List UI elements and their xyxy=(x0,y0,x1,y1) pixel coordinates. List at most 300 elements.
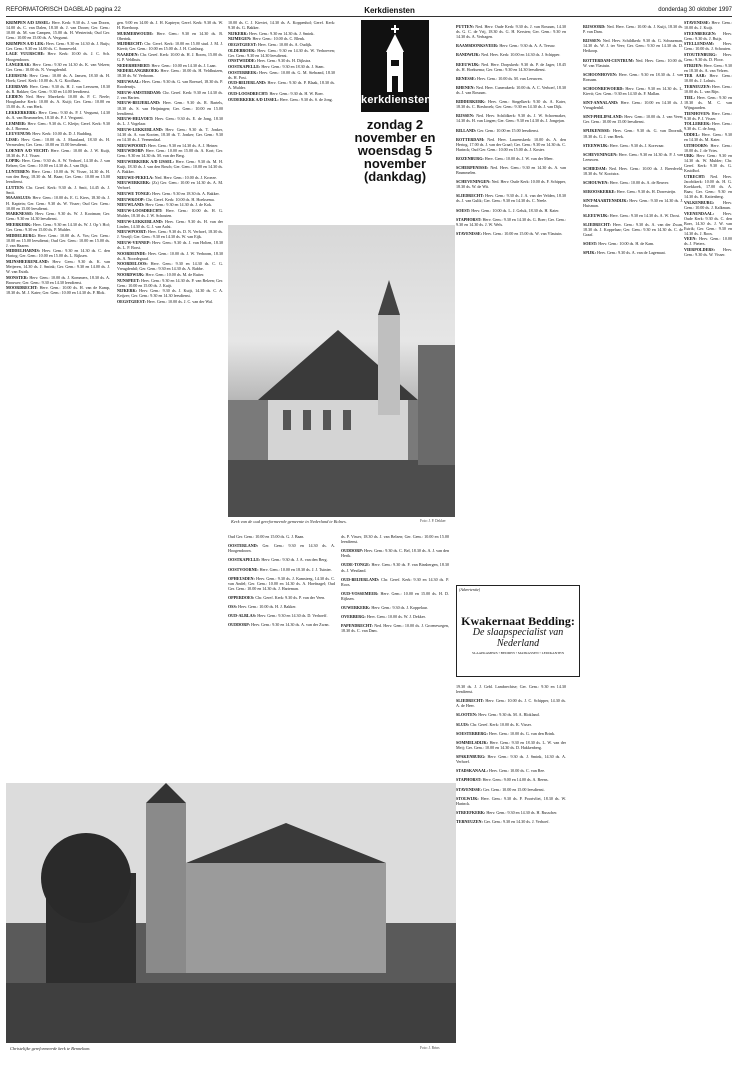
service-details: Ned. Herv. Gem.: 10.00 ds. J. Breedveld, 18.30 ds. W. Kooistra. xyxy=(583,165,683,177)
service-details: ds. P. Visser, 18.30 ds. J. van Belzen; Ger. Gem.: 10.00 en 15.00 leesdienst. xyxy=(341,534,449,545)
place-name: NUNSPEET: xyxy=(117,277,140,283)
service-details: Herv. Gem.: 10.00 ds. J. W. Verboom, 18.30 ds. A. Noordegraaf. xyxy=(117,250,223,261)
listing-entry xyxy=(684,174,732,199)
place-name: ONSTWEDDE: xyxy=(228,58,256,64)
service-details: Ned. Herv. Kerk: 10.00 en 14.30 ds. J. Schipper. xyxy=(480,52,561,58)
listing-entry xyxy=(228,604,335,609)
place-name: LANGERAK: xyxy=(6,62,32,68)
listing-entry xyxy=(583,180,683,185)
service-details: Herv. Gem.: 9.30 en 18.30 ds. M. C. van Wijngaarden. xyxy=(684,94,732,110)
service-details: Herv. Gem.: 10.00 ds. H. de Kam. xyxy=(597,241,655,246)
place-name: STOLWIJK: xyxy=(456,795,479,801)
listing-entry xyxy=(583,213,683,218)
listing-entry xyxy=(684,200,732,210)
place-name: OUDDORP: xyxy=(228,622,251,628)
service-details: Ned. Herv. Gem.: 9.30 en 14.30 ds. A. van Brummelen. xyxy=(456,165,566,176)
place-name: TER AAR: xyxy=(684,73,706,79)
place-name: OOSTKAPELLE: xyxy=(228,63,261,69)
service-details: Herv. Gem.: Singelkerk: 9.30 ds. A. Kater, 18.30 ds. C. Biesbroek; Ger. Gem.: 9.30 en 14.30 ds. J. van Dijk. xyxy=(456,99,566,110)
listing-entry xyxy=(583,72,683,82)
service-details: Herv. Gem.: 9.30 en 14.30 ds. W. Mulder; Chr. Geref. Kerk: 9.30 ds. G. Kruidhof. xyxy=(684,153,732,174)
place-name: OUD-ALBLAS: xyxy=(228,613,257,619)
place-name: SPIJK: xyxy=(583,250,596,256)
column-5-bottom xyxy=(456,680,566,1060)
service-details: Herv. Gem.: 10.00 ds. J. C. van der Wal. xyxy=(145,299,213,305)
service-details: Herv. Gem.: 9.30 ds. C. Kleijn; Geref. Kerk: 9.30 ds. J. Boerma. xyxy=(6,120,110,131)
service-details: Herv. Kerk: 10.00 ds. J. C. Sch. Hoogendoorn. xyxy=(6,51,110,62)
service-details: Ned. Herv. Gem.: 10.00 ds. J. Kroeze. xyxy=(153,174,218,180)
place-name: SINT-ANNALAND: xyxy=(583,100,619,106)
service-details: Herv. Gem.: 10.00 ds. J. de Vries. xyxy=(684,142,732,153)
church-building-graphic xyxy=(228,225,455,517)
place-name: STAPHORST: xyxy=(456,777,482,783)
place-name: MARKNESSE: xyxy=(6,211,34,217)
place-name: LEERSUM: xyxy=(6,72,28,78)
service-details: Ned. Herv. Oude Kerk: 9.30 ds. J. van Rossum, 14.30 ds. G. C. de Vrij, 18.30 ds. G. H. Kersten; Ger. Gem.: 9.30 en 14.30 ds. A. Verhagen. xyxy=(456,24,566,40)
service-details: Herv. Gem.: 10.00 ds. L. van Rijn. xyxy=(684,84,732,95)
service-details: Herv. Gem.: 10.00 en 14.30 ds. J. Vreugdenhil. xyxy=(583,100,683,111)
listing-entry xyxy=(684,63,732,73)
place-name: OOSTVOORNE: xyxy=(228,566,259,572)
place-name: RENESSE: xyxy=(456,75,477,81)
service-details: Herv. Gem.: 10.00 ds. A. Jansen, 18.30 ds. H. Hoek; Geref. Kerk: 10.00 ds. A. G. Koolhaas. xyxy=(6,72,110,83)
listing-entry xyxy=(583,198,683,208)
service-details: Herv. Gem.: 10.00 ds. G. van den Brink. xyxy=(487,730,556,736)
listing-entry xyxy=(583,86,683,96)
service-details: Chr. Geref. Kerk: 10.00 ds. H. Hoeksema. xyxy=(144,196,215,202)
listing-entry xyxy=(684,247,732,257)
photo2-credit: Foto: J. Brins xyxy=(420,1046,440,1050)
listing-entry xyxy=(228,557,335,562)
place-name: OUDDORP: xyxy=(341,548,364,554)
service-details: Herv. Gem.: 9.30 en 18.30 ds. A. van Velzen. xyxy=(684,62,732,73)
place-name: NIEUWE-PEKELA: xyxy=(117,174,154,180)
column-3-bottom xyxy=(228,530,335,780)
place-name: VEEN: xyxy=(684,236,697,242)
service-details: Herv. Gem.: 9.30 en 18.30 ds. L. W. van der Meij; Ger. Gem.: 10.00 en 14.30 ds. D. Hakkenberg. xyxy=(456,739,566,750)
listing-entry xyxy=(117,240,223,250)
service-details: (Zs) Ger. Gem.: 10.00 en 14.30 ds. A. M. Verhoef. xyxy=(117,180,223,191)
place-name: SLUIS: xyxy=(456,721,470,727)
listing-entry xyxy=(456,684,566,694)
listing-entry xyxy=(341,548,449,558)
listing-entry xyxy=(583,166,683,176)
listing-entry xyxy=(117,159,223,174)
listing-entry xyxy=(583,58,683,68)
listing-entry xyxy=(228,613,335,618)
place-name: VIERPOLDERS: xyxy=(684,247,715,253)
listing-entry xyxy=(341,623,449,633)
service-details: Herv. Gem.: 10.00 ds. J. van Veen; Ger. Gem.: 10.00 en 15.00 leesdienst. xyxy=(583,114,683,125)
service-details: Herv. Gem.: 9.30 en 18.30 ds. J. Stam. xyxy=(260,63,325,69)
listing-entry xyxy=(456,99,566,109)
listing-entry xyxy=(684,132,732,142)
listing-entry xyxy=(6,222,110,232)
listing-entry xyxy=(117,202,223,207)
listing-entry xyxy=(456,217,566,227)
place-name: NIEUW-LOOSDRECHT: xyxy=(117,207,163,213)
service-details: Herv. Gem.: 10.00 ds. A. Vos; Ger. Gem.: 10.00 en 15.00 leesdienst; Oud Ger. Gem.: 10.00 en 15.00 ds. J. van Haaren. xyxy=(6,232,110,248)
place-name: OOSTKAPELLE: xyxy=(228,557,261,563)
listing-entry xyxy=(117,208,223,218)
place-name: LUTTEN: xyxy=(6,184,25,190)
service-details: Herv. Kerk: 10.00 ds. D. J. Budding. xyxy=(31,131,93,137)
service-details: Herv. Gem.: 10.00 ds. C. Blenk. xyxy=(251,36,306,42)
service-details: Herv. Gem.: 9.30 ds. J. Smink, 14.30 ds. A. Verhoef. xyxy=(456,754,566,765)
listing-entry xyxy=(228,622,335,627)
place-name: TIEL: xyxy=(684,94,696,100)
listing-entry xyxy=(6,110,110,120)
service-details: Herv. Gem.: 9.30 ds. J. van Holten, 18.30 ds. L. P. Borst. xyxy=(117,239,223,251)
place-name: MOORDRECHT: xyxy=(6,285,38,291)
listing-entry xyxy=(117,261,223,271)
service-details: Herv. Gem.: 10.00 ds. E. G. Kiers, 18.30 ds. J. H. Kaptein; Ger. Gem.: 9.30 ds. W. Visser; Oud Ger. Gem.: 10.00 en 15.00 leesdienst. xyxy=(6,195,110,211)
listing-entry xyxy=(341,534,449,544)
place-name: KRIMPEN A/D LEK: xyxy=(6,40,45,46)
listing-entry xyxy=(684,236,732,246)
service-details: Herv. Gem.: 9.30 ds. D. Floor. xyxy=(684,52,732,63)
listing-entry xyxy=(456,787,566,792)
service-details: Herv. Gem.: 9.30 en 14.30 ds. W. J. Op 't Hof; Ger. Gem.: 9.30 en 15.00 ds. P. Mulder. xyxy=(6,221,110,232)
listing-entry xyxy=(456,179,566,189)
service-details: Herv. Gem.: 9.30 ds. R. Bartels, 18.30 ds. S. van Heijningen; Ger. Gem.: 10.00 en 15.00 leesdienst. xyxy=(117,100,223,116)
listing-entry xyxy=(456,754,566,764)
place-name: OVERBERG: xyxy=(341,614,366,620)
service-details: Herv. Gem.: 9.30 en 14.30 ds. D. Verhoeff. xyxy=(256,613,328,619)
listing-entry xyxy=(6,259,110,274)
place-name: OUD-LOOSDRECHT: xyxy=(228,90,269,96)
listing-entry xyxy=(456,24,566,39)
listing-entry xyxy=(6,94,110,109)
listing-entry xyxy=(6,248,110,258)
column-6 xyxy=(583,20,683,1060)
paper-page-label: REFORMATORISCH DAGBLAD pagina 22 xyxy=(6,7,121,13)
service-details: Herv. Gem.: 9.30 en 14.30 ds. K. van Velzen; Ger. Gem.: 10.00 ds. N. Vreugdenhil. xyxy=(6,62,110,73)
listing-entry xyxy=(228,534,335,539)
place-name: NIEUWDORP: xyxy=(117,148,145,154)
service-details: Herv. Gem.: 9.30 ds. G. van Doornik, 18.30 ds. G. J. van Beek. xyxy=(583,128,683,139)
place-name: MEERKERK: xyxy=(6,221,32,227)
service-details: Herv. Gem.: 9.30 ds. J. Korevaar. xyxy=(608,142,665,148)
place-name: KRIMPEN A/D IJSSEL: xyxy=(6,20,51,25)
listing-entry xyxy=(456,777,566,782)
listing-entry xyxy=(6,51,110,61)
listing-entry xyxy=(684,143,732,153)
service-details: Ger. Gem.: 10.00 en 15.00 leesdienst. xyxy=(482,786,545,792)
place-name: NOORDWIJK: xyxy=(117,272,145,278)
service-details: Herv. Gem.: 9.30 en 14.30 ds. M. Kater. xyxy=(684,131,732,142)
service-details: Herv. Gem.: 9.30 en 14.30 ds. A. W. Drost. xyxy=(608,212,681,218)
listing-entry xyxy=(684,153,732,173)
place-name: OLDEBROEK: xyxy=(228,47,256,53)
service-details: Herv. Gem.: 9.30 ds. D. N. Verhoef, 18.30 ds. J. Verzijl; Ger. Gem.: 9.30 en 14.30 ds. W. van Eijk. xyxy=(117,229,223,240)
listing-entry xyxy=(117,191,223,196)
service-details: Herv. Gem.: 10.00 en 18.30 ds. J. J. Tuinier. xyxy=(258,566,332,572)
service-details: Herv. Gem.: 9.30 ds. P. Blaak, 18.30 ds. A. Mulder. xyxy=(228,80,335,91)
service-details: Herv. Gem.: 9.30 en 18.30 ds. J. van Rossum. xyxy=(583,71,683,82)
service-details: Herv. Gem.: 10.00 ds. J. Kalkman. xyxy=(684,199,732,210)
service-details: Herv. Gem.: 10.00 ds. J. Maasland, 18.30 ds. H. Vermeulen; Ger. Gem.: 10.00 en 15.00 leesdienst. xyxy=(6,136,110,148)
listing-entry xyxy=(6,275,110,285)
listing-entry xyxy=(117,148,223,158)
place-name: SPIJKENISSE: xyxy=(583,128,611,134)
listing-entry xyxy=(684,31,732,41)
listing-entry xyxy=(228,80,335,90)
place-name: OUD-BEIJERLAND: xyxy=(341,576,380,582)
place-name: ROTTERDAM: xyxy=(456,136,485,142)
place-name: NIJMEGEN: xyxy=(228,36,252,42)
listing-entry xyxy=(583,38,683,53)
service-details: Herv. Gem.: 9.30 en 14.30 ds. G. Boer; Ger. Gem.: 9.30 en 14.30 ds. J. W. Wels. xyxy=(456,216,566,227)
listing-entry xyxy=(456,819,566,824)
listing-entry xyxy=(583,100,683,110)
place-name: SCHIEDAM: xyxy=(583,165,607,171)
advertisement xyxy=(456,585,580,677)
service-details: Herv. Gem.: 10.00 ds. J. Schouten. xyxy=(684,41,732,52)
place-name: UDDEL: xyxy=(684,131,700,137)
service-details: Chr. Geref. Kerk: 10.00 en 15.00 stud. J. M. J. Kievit; Ger. Gem.: 10.00 en 15.00 ds. J. H. Catsburg. xyxy=(117,41,223,52)
service-details: Herv. Gem.: 10.00 ds. H. Veldhuizen, 18.30 ds. W. Verboom. xyxy=(117,68,223,79)
service-details: Herv. Gem.: 9.30 en 14.30 ds. H. Russcher. xyxy=(485,809,558,815)
listing-entry xyxy=(117,31,223,41)
listing-entry xyxy=(117,63,223,68)
place-name: RIJSOORD: xyxy=(583,24,606,30)
listing-entry xyxy=(583,222,683,237)
listing-entry xyxy=(456,62,566,72)
listing-entry xyxy=(341,591,449,601)
listing-entry xyxy=(456,810,566,815)
service-details: Herv. Gem.: 9.30 en 14.30 ds. J. Huisman. xyxy=(583,198,683,209)
listing-entry xyxy=(6,185,110,195)
service-details: Ned. Herv. Marekerk: 10.00 ds. P. C. Neele; Hooglandse Kerk: 10.00 ds. A. Kuijt; Ger. Gem.: 10.00 en 15.00 ds. A. van Herk. xyxy=(6,94,110,110)
service-details: Herv. Gem.: 9.30 ds. H. W. Boer. xyxy=(268,90,324,96)
photo1-caption: Kerk van de oud gereformeerde gemeente in Nederland te Bolnes. xyxy=(231,519,347,524)
place-name: OUD-VOSSEMEER: xyxy=(341,590,379,596)
service-details: Herv. Gem.: 10.00 ds. W. Visser, 14.30 ds. H. van den Berg, 18.30 ds. M. Baan; Ger. Gem.: 10.00 en 15.00 leesdienst. xyxy=(6,169,110,185)
listing-entry xyxy=(228,576,335,591)
listing-entry xyxy=(6,41,110,51)
service-details: Herv. Gem.: 9.30 ds. K. van Meijeren, 14.30 ds. J. Smink; Ger. Gem.: 9.30 en 14.00 ds. J. W. van Estrik. xyxy=(6,258,110,275)
listing-entry xyxy=(228,20,335,30)
banner-heading: kerkdiensten xyxy=(361,94,432,106)
photo2-caption: Christelijke gereformeerde kerk te Bennekom. xyxy=(10,1046,91,1051)
listing-entry xyxy=(684,121,732,131)
place-name: MURMERWOUDE: xyxy=(117,30,154,36)
service-details: 10.00 ds. C. J. Kieviet, 14.30 ds. A. Koppenhol; Geref. Kerk: 9.30 ds. G. Bakker. xyxy=(228,20,335,31)
listing-entry xyxy=(228,48,335,58)
place-name: MONSTER: xyxy=(6,274,29,280)
service-details: Herv. Gem.: 9.30 en 14.30 ds. C. G. Vreugdenhil; Ger. Gem.: 9.30 en 14.30 ds. A. Rabbe. xyxy=(117,261,223,272)
service-details: Herv. Gem.: 9.30 en 14.30 ds. A. J. Heiner. xyxy=(146,142,219,148)
place-name: OUWERKERK: xyxy=(341,605,371,611)
listing-entry xyxy=(583,128,683,138)
banner-subheading: zondag 2 november en woensdag 5 november (dankdag) xyxy=(354,117,436,184)
service-details: Ned. Herv. Laurenskerk: 10.00 ds. A. den Hertog, 17.00 ds. J. van der Graaf; Ger. Gem.: 9.30 en 14.30 ds. C. Harinck; Oud Ger. Gem.: 10.00 en 15.00 ds. J. Koster. xyxy=(456,136,566,152)
service-details: Ned. Herv. Gem.: 10.00 ds. J. Groenewegen, 18.30 ds. C. van Dam. xyxy=(341,623,449,634)
column-4-bottom xyxy=(341,530,449,780)
listing-entry xyxy=(228,42,335,47)
service-details: Herv. Gem.: 9.30 en 18.30 ds. A. Bakker. xyxy=(151,191,220,196)
service-details: Ned. Herv. Gem.: 10.00 ds. W. van Vlastuin. xyxy=(583,57,683,68)
service-details: Herv. Gem.: 10.00 ds. H. J. Bakker. xyxy=(237,604,297,610)
listing-entry xyxy=(117,90,223,100)
place-name: STRIJEN: xyxy=(684,62,703,68)
listing-entry xyxy=(583,143,683,148)
service-details: Ned. Herv. Gem.: 10.00 ds. J. Kuijt, 18.30 ds. P. van Dam. xyxy=(583,24,683,35)
listing-entry xyxy=(583,114,683,124)
service-details: Herv. Kerk: 9.30 ds. J. van Doorn, 14.00 ds. C. van Dalen, 18.30 ds. J. van Doorn; Ger. Gem.: 10.00 ds. M. van Campen, 15.00 ds. H. Westerink; Oud Ger. Gem.: 10.00 en 15.00 ds. A. Vergunst. xyxy=(6,20,110,41)
place-name: NEDERHEMERT: xyxy=(117,62,151,68)
place-name: STELLENDAM: xyxy=(684,41,715,47)
service-details: Herv. Gem.: 10.00 en 15.00 ds. W. van Vlastuin. xyxy=(482,230,563,236)
service-details: Herv. Gem.: 9.30 en 14.30 ds. P. van Belzen; Ger. Gem.: 10.00 en 15.00 ds. J. Kuijt. xyxy=(117,277,223,288)
place-name: OOSTERLAND: xyxy=(228,543,259,549)
place-name: OUDE-TONGE: xyxy=(341,562,371,568)
listing-entry xyxy=(228,595,335,600)
service-details: Chr. Geref. Kerk: 9.30 ds. P. van der Veen. xyxy=(254,594,326,600)
place-name: SCHERPENISSE: xyxy=(456,165,489,171)
place-name: RIDDERKERK: xyxy=(456,99,486,105)
service-details: Chr. Geref. Kerk: 9.30 en 14.30 ds. P. Roos. xyxy=(341,576,449,587)
service-details: Herv. Gem.: 9.30 en 14.30 ds. W. Verhoeven; Ger. Gem.: 9.30 en 14.30 leesdienst. xyxy=(228,47,335,58)
place-name: RILLAND: xyxy=(456,127,477,133)
service-details: 19.30 ds. J. J. Gebl. Lambrechtse; Ger. Gem.: 9.30 en 14.30 leesdienst. xyxy=(456,684,566,695)
listing-entry xyxy=(6,158,110,168)
listing-entry xyxy=(456,768,566,773)
place-name: LUNTEREN: xyxy=(6,169,31,175)
service-details: Chr. Geref. Kerk: 10.00 ds. K. Visser. xyxy=(469,721,532,727)
place-name: SCHOONREWOERD: xyxy=(583,85,624,91)
ad-label: (Advertentie) xyxy=(459,587,481,592)
service-details: Herv. Gem.: 10.00 en 15.00 ds. H. D. Rijksen. xyxy=(341,590,449,601)
place-name: STAPHORST: xyxy=(456,216,482,222)
service-details: Herv. Gem.: 9.30 ds. A. W. Verhoef, 14.30 ds. J. van Belzen; Ger. Gem.: 10.00 en 14.30 ds. J. van Dijk. xyxy=(6,158,110,169)
listing-entry xyxy=(684,41,732,51)
place-name: UITHOORN: xyxy=(684,142,709,148)
listing-entry xyxy=(117,251,223,261)
place-name: MIDDELBURG: xyxy=(6,232,37,238)
place-name: NIEUWE TONGE: xyxy=(117,191,152,196)
place-name: SEROOSKERKE: xyxy=(583,189,616,195)
place-name: NIEUWPOORT: xyxy=(117,229,147,235)
service-details: Herv. Gem.: 10.00 ds. J. C. Schipper, 14.30 ds. A. de Heer. xyxy=(456,698,566,709)
service-details: Herv. Gem.: 10.00 ds. M. van Leeuwen. xyxy=(476,75,543,81)
service-details: Herv. Gem.: 10.00 en 14.30 ds. J. Laan. xyxy=(150,62,217,68)
service-details: Herv. Gem.: 10.00 ds. J. Kuijt. xyxy=(684,20,732,31)
place-name: NIJKERK: xyxy=(117,288,138,294)
listing-entry xyxy=(117,180,223,190)
place-name: NIEUW-LEKKERLAND: xyxy=(117,218,164,224)
place-name: STEENWIJK: xyxy=(583,142,609,148)
ad-tagline: SLAAPKAMERS • BEDDEN • MATRASSEN • LEDIKANTEN xyxy=(472,651,564,655)
listing-entry xyxy=(6,233,110,248)
listing-entry xyxy=(228,36,335,41)
service-details: Herv. Gem.: 10.00 ds. C. van Ree. xyxy=(488,768,546,774)
service-details: Herv. Gem.: 10.00 ds. G. M. Siebrand, 18.30 ds. H. Post. xyxy=(228,69,335,80)
place-name: NIEUWPOORT: xyxy=(117,142,147,148)
listing-entry xyxy=(583,250,683,255)
service-details: Chr. Geref. Kerk: 9.30 en 14.30 ds. J. van Harten. xyxy=(117,89,223,100)
service-details: Herv. Gem.: 9.30 ds. J. A. van der Velden, 18.30 ds. J. van Gulik; Ger. Gem.: 9.30 en 14.30 ds. C. Neele. xyxy=(456,193,566,204)
service-details: Herv. Gem.: 9.30 en 14.30 ds. A. van der Zwan. xyxy=(250,622,330,628)
listing-entry xyxy=(6,62,110,72)
place-name: RANDWIJK: xyxy=(456,52,481,58)
place-name: SCHEVENINGEN: xyxy=(583,151,618,157)
place-name: SCHEVENINGEN: xyxy=(456,179,491,185)
place-name: STAVENISSE: xyxy=(684,20,711,25)
service-details: Herv. Gem.: 9.30 ds. A. A. Teeuw. xyxy=(498,43,556,49)
listing-entry xyxy=(456,85,566,95)
listing-entry xyxy=(6,211,110,221)
listing-entry xyxy=(341,605,449,610)
service-details: Herv. Gem.: 9.30 ds. H. J. van Leeuwen, 18.30 ds. R. Bakker; Ger. Gem.: 9.30 en 14.00 leesdienst. xyxy=(6,83,110,94)
service-details: Herv. Gem.: 10.00 ds. H. G. Mulder, 18.30 ds. J. W. Schouten. xyxy=(117,207,223,218)
listing-entry xyxy=(228,91,335,96)
listing-entry xyxy=(456,137,566,152)
service-details: Herv. Gem.: 9.30 ds. A. van de Lagemaat. xyxy=(595,250,666,256)
place-name: PUTTEN: xyxy=(456,24,474,30)
listing-entry xyxy=(6,73,110,83)
service-details: gen. 9.00 en 14.00 ds. J. H. Kapteyn; Geref. Kerk: 9.30 ds. W. H. Boerhoop. xyxy=(117,20,223,31)
service-details: Herv. Gem.: 9.30 ds. H. Dorresteijn. xyxy=(615,189,677,195)
service-details: Herv. Gem.: 9.30 ds. E. de Jong, 18.30 ds. L. J. Vogelaar. xyxy=(117,116,223,127)
service-details: Herv. Gem.: 10.00 ds. J. Kommers, 18.30 ds. A. Brouwer; Ger. Gem.: 9.30 en 14.30 leesdienst. xyxy=(6,274,110,285)
listing-entry xyxy=(6,195,110,210)
place-name: RHENEN: xyxy=(456,84,475,90)
listing-entry xyxy=(456,43,566,48)
service-details: Herv. Gem.: 9.30 ds. J. A. van den Berg. xyxy=(260,557,328,563)
place-name: MIDDELHARNIS: xyxy=(6,248,41,254)
service-details: Ned. Herv. Schildkerk: 9.30 ds. G. Schuurman, 14.30 ds. W. J. ter Veer; Ger. Gem.: 9.30 en 14.30 ds. D. Heikoop. xyxy=(583,38,683,54)
service-details: Herv. Gem.: 9.30 ds. C. de Jong. xyxy=(684,121,732,132)
place-name: LAGE VUURSCHE: xyxy=(6,51,45,57)
listing-entry xyxy=(456,128,566,133)
listing-entry xyxy=(117,288,223,298)
place-name: OOSTERBEEK: xyxy=(228,69,258,75)
place-name: MIJNSHEERENLAND: xyxy=(6,258,49,264)
listing-entry xyxy=(6,137,110,147)
listing-entry xyxy=(228,543,335,553)
place-name: URK: xyxy=(684,153,695,159)
place-name: NOORDEINDE: xyxy=(117,250,147,256)
service-details: Herv. Gem.: 10.00 ds. J. Pieters. xyxy=(684,236,732,247)
page-header xyxy=(6,4,732,17)
service-details: Herv. Gem.: 10.00 en 15.00 ds. A. Kort; Ger. Gem.: 9.30 en 14.30 ds. M. van der Berg. xyxy=(117,148,223,159)
service-details: Herv. Gem.: 9.30 ds. A. van der Zwan, 18.30 ds. J. Koppelaar; Ger. Gem.: 9.30 en 14.30 ds. C. de Graaf. xyxy=(583,221,683,237)
service-details: Herv. Gem.: 9.30 en 14.30 ds. C. den Hartog; Ger. Gem.: 10.00 en 15.00 ds. L. Rijksen. xyxy=(6,248,110,259)
ad-subtitle: De slaapspecialist van Nederland xyxy=(472,627,564,649)
service-details: Herv. Gem.: 9.30 ds. P. Poortvliet, 18.30 ds. W. Harinck. xyxy=(456,795,566,806)
place-name: LOENEN A/D VECHT: xyxy=(6,147,49,153)
church-icon xyxy=(370,24,420,94)
place-name: TIENHOVEN: xyxy=(684,110,711,116)
church-photo-bolnes xyxy=(228,225,455,517)
place-name: MAASSLUIS: xyxy=(6,195,32,201)
place-name: SLIEDRECHT: xyxy=(583,221,611,227)
listing-entry xyxy=(117,229,223,239)
listing-entry xyxy=(228,70,335,80)
listing-entry xyxy=(684,95,732,110)
photo1-credit: Foto: J. P. Dekker xyxy=(420,519,446,523)
listing-entry xyxy=(583,189,683,194)
service-details: Ger. Gem.: 9.30 en 14.30 ds. A. Hoogendoorn. xyxy=(228,543,335,554)
place-name: NIEUW-AMSTERDAM: xyxy=(117,89,162,95)
listing-entry xyxy=(456,208,566,213)
place-name: SLOOTEN: xyxy=(456,712,478,718)
place-name: OUDERKERK A/D IJSSEL: xyxy=(228,96,279,102)
place-name: LEKKERKERK: xyxy=(6,109,37,115)
listing-entry xyxy=(117,143,223,148)
